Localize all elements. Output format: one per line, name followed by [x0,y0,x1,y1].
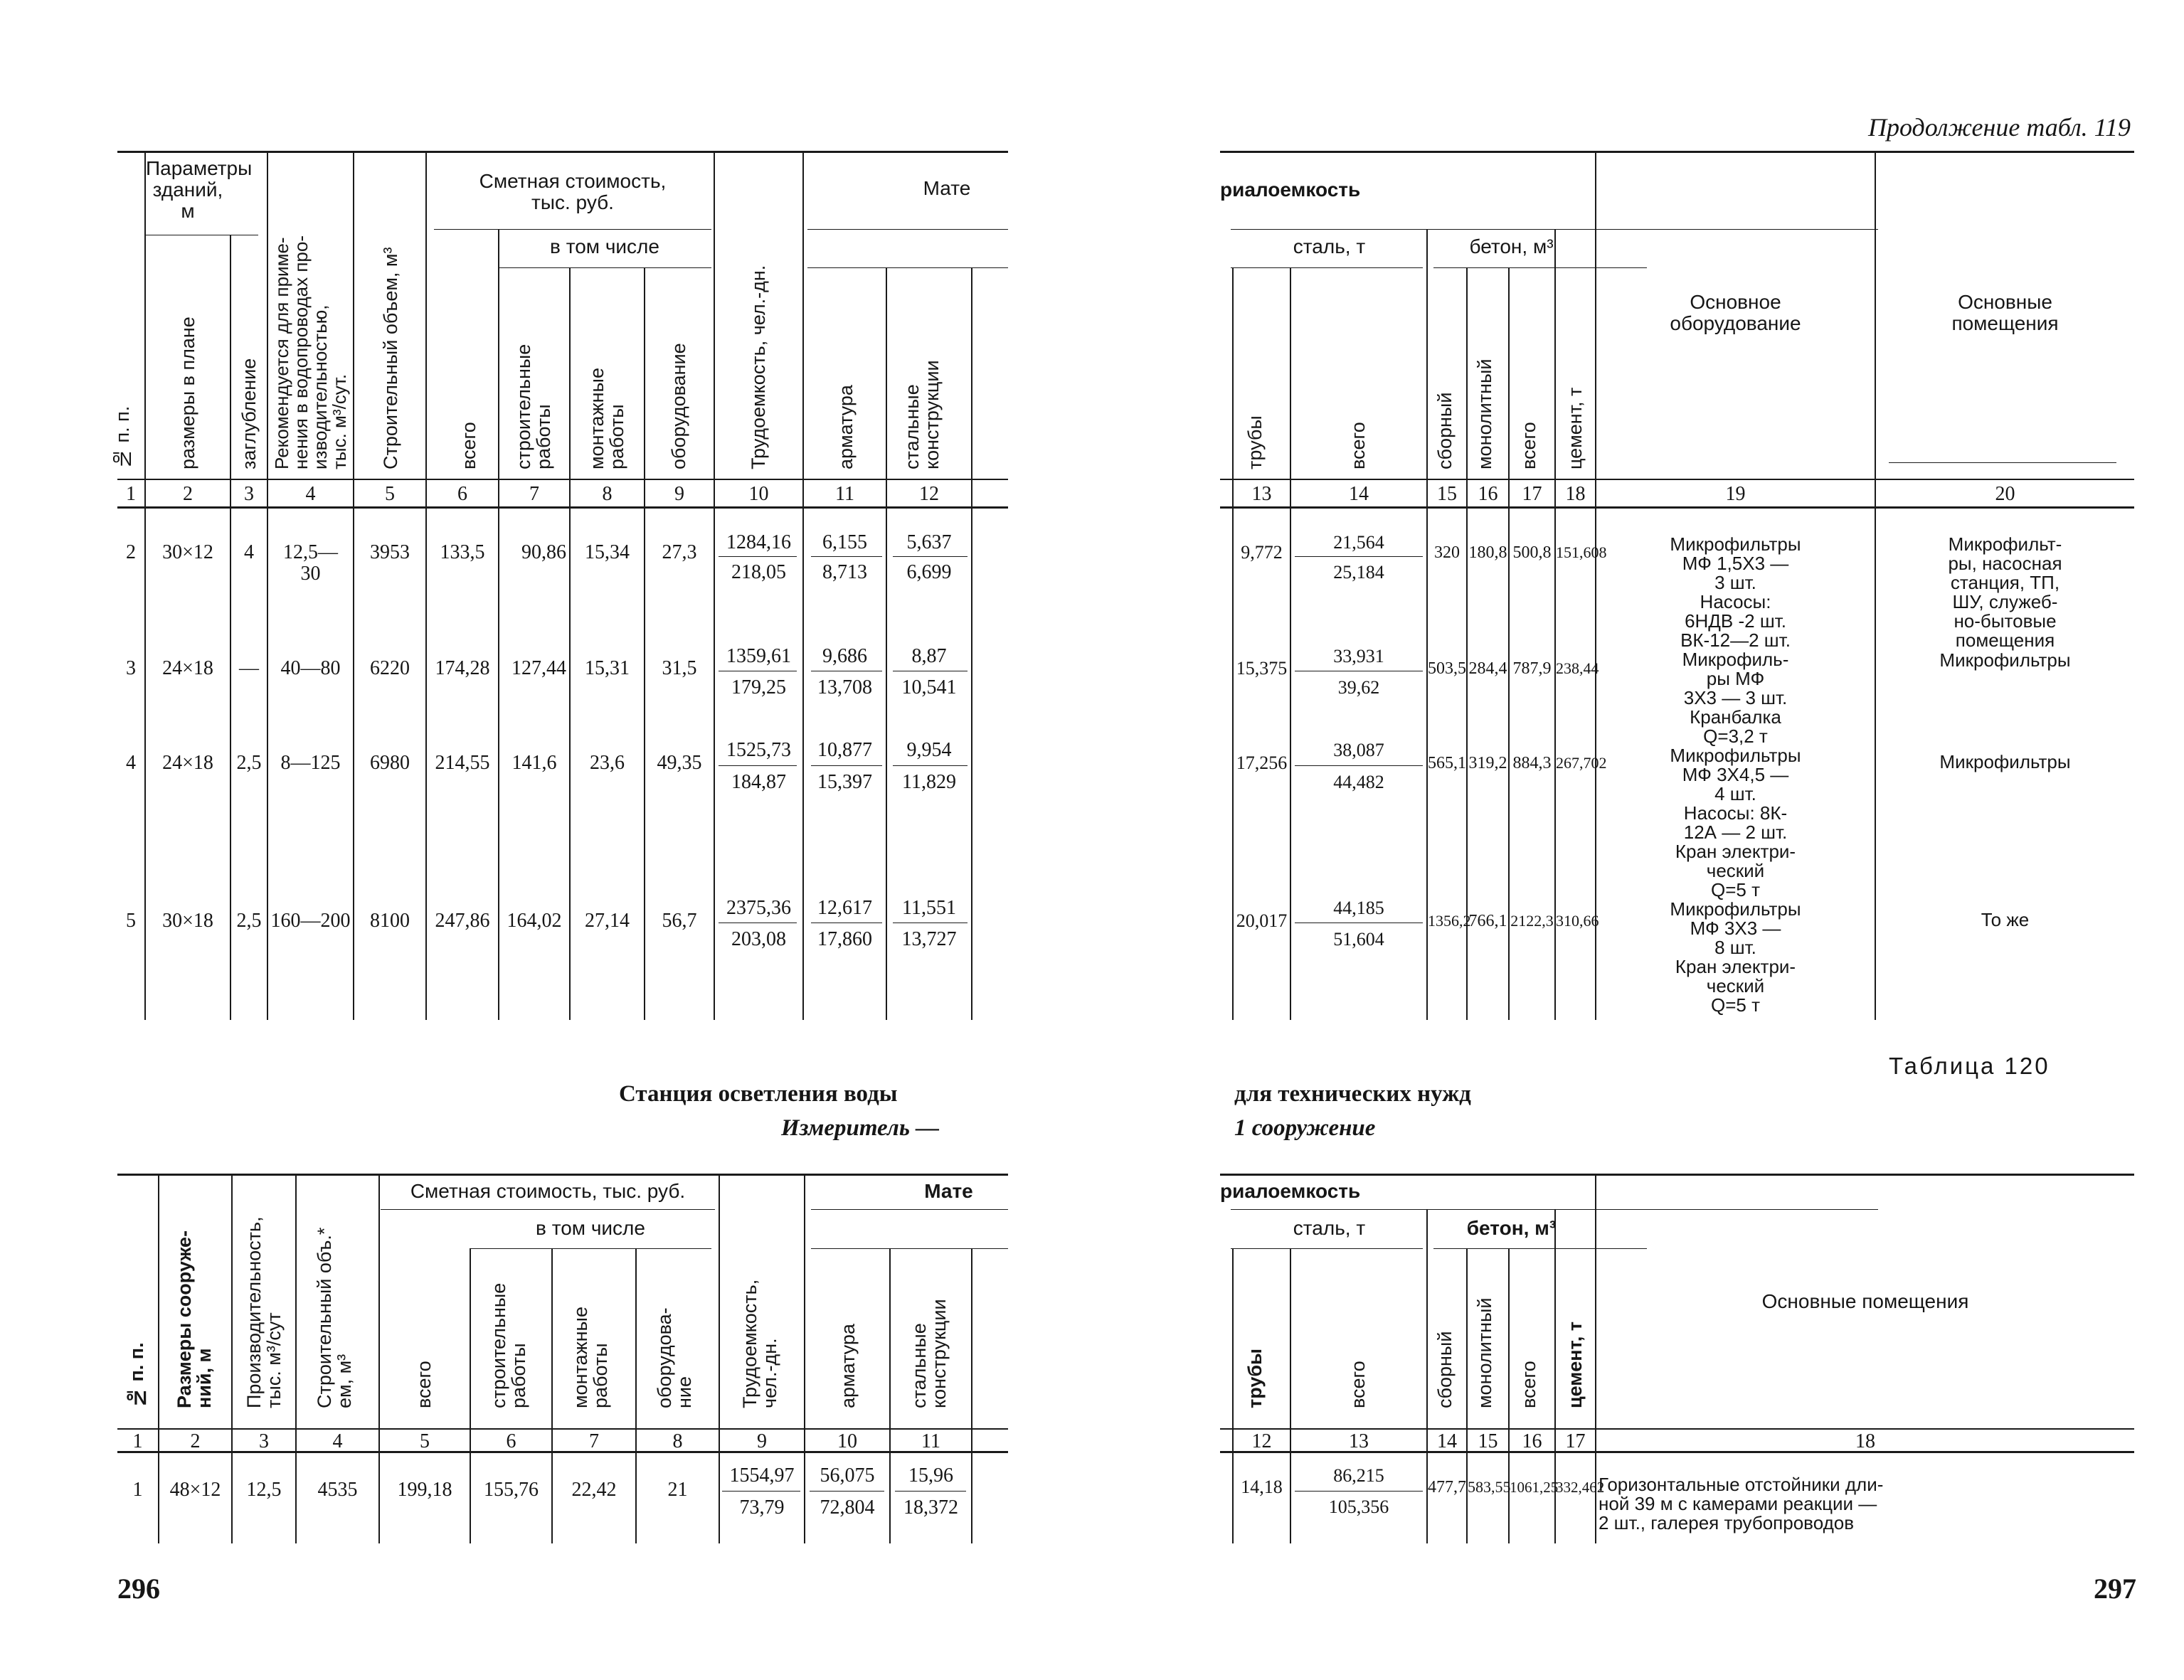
cell-plan: 24×18 [162,657,213,679]
col-number: 11 [921,1430,940,1452]
cell-total: 787,9 [1512,659,1552,678]
cell-labor-b: 73,79 [739,1496,785,1519]
cell-steel-b: 44,482 [1333,772,1384,792]
col-number: 18 [1565,483,1586,505]
col-number: 16 [1478,483,1498,505]
cell-depth: — [239,657,259,679]
col-number: 6 [457,483,467,505]
col-number: 16 [1522,1430,1542,1452]
vheader-steel: стальные конструкции [901,360,943,469]
rooms-row-5: То же [1981,909,2030,930]
cell-steel-a: 8,87 [911,645,947,667]
cell-monolith: 583,55 [1468,1478,1511,1496]
col-number: 8 [602,483,613,505]
vheader-num-2: № п. п. [126,1342,147,1408]
col-number: 7 [589,1430,599,1452]
cell-labor-a: 1359,61 [726,645,791,667]
vheader-assembly: монтажные работы [586,368,627,469]
header-material-right-2: риалоемкость [1220,1180,1361,1202]
header-steel-2: сталь, т [1293,1217,1366,1239]
vheader-total-steel-2: всего [1347,1361,1369,1408]
cell-total: 199,18 [397,1479,452,1501]
vheader-total-steel: всего [1347,422,1369,469]
cell-depth: 4 [244,541,254,563]
vheader-labor-2: Трудоемкость, чел.-дн. [739,1279,780,1408]
cell-steel-b: 13,727 [901,928,957,950]
cell-rebar-b: 17,860 [817,928,872,950]
col-number: 5 [385,483,395,505]
row-number: 5 [126,910,136,932]
cell-assembly: 27,14 [585,910,630,932]
cell-equipment: 21 [667,1479,688,1501]
cell-precast: 1356,2 [1428,912,1471,930]
col-number: 3 [244,483,254,505]
cell-cement: 151,608 [1556,543,1607,561]
cell-pipes: 20,017 [1236,910,1288,931]
vheader-pipes-2: трубы [1244,1348,1266,1408]
cell-labor-a: 1284,16 [726,531,791,553]
cell-steel-b: 25,184 [1333,562,1384,583]
vheader-rebar-2: арматура [837,1324,859,1408]
cell-recommended: 160—200 [270,910,351,932]
cell-steel-a: 21,564 [1333,532,1384,553]
cell-construction: 164,02 [507,910,562,932]
cell-labor-a: 1525,73 [726,739,791,761]
cell-rebar-b: 8,713 [822,561,867,583]
col-number: 19 [1725,483,1746,505]
cell-cement: 332,462 [1556,1479,1605,1496]
equipment-description: Микрофильтры МФ 1,5Х3 — 3 шт. Насосы: 6НДВ -2 шт. ВК-12—2 шт. Микрофиль- ры МФ 3Х3 — 3 шт. Кранбалка Q=3,2 т Микрофильтры МФ 3Х4,5 — 4 шт. Насосы: 8К- 12А — 2 шт. Кран электри- ческий Q=5 т Микрофильтры МФ 3Х3 — 8 шт. Кран электри- ческий Q=5 т [1670,533,1801,1016]
vheader-depth: заглубление [238,358,260,469]
col-number: 1 [126,483,136,505]
cell-steel-a: 15,96 [908,1464,953,1487]
cell-construction: 141,6 [511,752,557,774]
cell-labor-b: 179,25 [731,676,786,698]
cell-pipes: 14,18 [1241,1477,1283,1497]
rooms-row-2: Микрофильт- ры, насосная станция, ТП, ШУ, служеб- но-бытовые помещения [1948,533,2062,651]
cell-steel-a: 33,931 [1333,646,1384,666]
header-including-2: в том числе [536,1217,645,1239]
cell-assembly: 22,42 [571,1479,617,1501]
cell-depth: 2,5 [236,910,262,932]
cell-total: 2122,3 [1510,912,1554,930]
cell-cement: 238,44 [1556,659,1599,677]
cell-recommended: 12,5— 30 [283,541,338,585]
col-number: 13 [1251,483,1272,505]
cell-steel-a: 9,954 [906,739,952,761]
cell-steel-a: 38,087 [1333,740,1384,760]
continuation-note: Продолжение табл. 119 [1867,113,2131,142]
col-number: 17 [1522,483,1542,505]
cell-steel-a: 5,637 [906,531,952,553]
cell-equipment: 31,5 [662,657,697,679]
vheader-num: № п. п. [112,405,133,469]
col-number: 10 [748,483,769,505]
col-number: 17 [1565,1430,1586,1452]
section-measure: Измеритель — [781,1115,940,1141]
cell-recommended: 40—80 [280,657,341,679]
col-number: 3 [259,1430,269,1452]
col-number: 14 [1437,1430,1457,1452]
cell-labor-b: 184,87 [731,771,786,793]
vheader-assembly-2: монтажные работы [570,1307,611,1408]
vheader-equipment-2: оборудова- ние [654,1307,695,1408]
cell-pipes: 9,772 [1241,542,1283,563]
cell-rebar-b: 15,397 [817,771,872,793]
cell-monolith: 319,2 [1468,754,1507,772]
col-number: 1 [132,1430,143,1452]
cell-steel-a: 86,215 [1333,1465,1384,1486]
col-number: 7 [529,483,539,505]
section-title: Станция осветления воды [619,1081,898,1107]
vheader-cement: цемент, т [1564,387,1586,469]
header-parameters: Параметры зданий, м [146,157,253,222]
col-number: 8 [672,1430,683,1452]
vheader-plan: размеры в плане [177,317,198,469]
cell-total: 247,86 [435,910,490,932]
page-number: 297 [2094,1573,2136,1605]
vheader-monolith: монолитный [1474,358,1495,469]
cell-rebar-b: 13,708 [817,676,872,698]
header-concrete-2: бетон, м³ [1466,1217,1557,1239]
cell-capacity: 12,5 [246,1479,282,1501]
cell-total: 174,28 [435,657,490,679]
cell-equipment: 49,35 [657,752,702,774]
vheader-recommended: Рекомендуется для приме- нения в водопроводах про- изводительностью, тыс. м³/сут. [271,235,350,469]
cell-labor-b: 218,05 [731,561,786,583]
cell-plan: 24×18 [162,752,213,774]
row-number: 4 [126,752,136,774]
col-number: 9 [674,483,684,505]
cell-pipes: 15,375 [1236,658,1288,679]
cell-steel-b: 105,356 [1328,1496,1389,1517]
cell-volume: 3953 [370,541,410,563]
vheader-construction: строительные работы [513,344,554,469]
cell-total: 133,5 [440,541,485,563]
section-measure-right: 1 сооружение [1234,1115,1376,1141]
cell-steel-b: 6,699 [906,561,952,583]
cell-cement: 267,702 [1556,754,1607,772]
cell-steel-b: 51,604 [1333,929,1384,950]
header-main-equipment: Основное оборудование [1670,291,1801,334]
col-number: 15 [1478,1430,1498,1452]
cell-rebar-a: 6,155 [822,531,867,553]
cell-assembly: 15,34 [585,541,630,563]
col-number: 14 [1349,483,1369,505]
cell-plan: 30×18 [162,910,213,932]
col-number: 18 [1855,1430,1875,1452]
cell-assembly: 23,6 [590,752,625,774]
cell-rebar-a: 12,617 [817,897,872,919]
vheader-monolith-2: монолитный [1474,1297,1495,1408]
vheader-cement-2: цемент, т [1564,1322,1586,1408]
header-material-2: Мате [924,1180,973,1202]
cell-pipes: 17,256 [1236,753,1288,773]
vheader-steel-2: стальные конструкции [908,1299,950,1408]
cell-rebar-a: 56,075 [820,1464,875,1487]
col-number: 20 [1995,483,2015,505]
vheader-size: Размеры сооруже- ний, м [174,1230,215,1408]
cell-monolith: 180,8 [1468,543,1507,562]
row-number: 2 [126,541,136,563]
cell-volume: 4535 [317,1479,358,1501]
cell-plan: 30×12 [162,541,213,563]
vheader-equipment: оборудование [668,343,689,469]
header-estimate-2: Сметная стоимость, тыс. руб. [410,1180,686,1202]
cell-steel-a: 44,185 [1333,898,1384,918]
cell-steel-b: 10,541 [901,676,957,698]
cell-monolith: 766,1 [1468,912,1507,930]
page-number: 296 [117,1573,160,1605]
col-number: 2 [183,483,193,505]
cell-rebar-b: 72,804 [820,1496,875,1519]
col-number: 9 [757,1430,767,1452]
cell-recommended: 8—125 [280,752,341,774]
cell-equipment: 56,7 [662,910,697,932]
cell-assembly: 15,31 [585,657,630,679]
col-number: 6 [506,1430,516,1452]
vheader-pipes: трубы [1244,415,1266,469]
cell-rebar-a: 10,877 [817,739,872,761]
cell-steel-a: 11,551 [902,897,956,919]
col-number: 12 [919,483,939,505]
cell-steel-b: 39,62 [1337,677,1380,698]
col-number: 10 [837,1430,857,1452]
header-including: в том числе [550,235,659,257]
section-title-right: для технических нужд [1234,1081,1471,1107]
cell-total: 500,8 [1512,543,1552,562]
header-estimate: Сметная стоимость, тыс. руб. [479,170,667,213]
cell-precast: 320 [1434,543,1460,562]
cell-volume: 8100 [370,910,410,932]
vheader-precast: сборный [1434,392,1456,469]
vheader-rebar: арматура [835,385,857,469]
cell-monolith: 284,4 [1468,659,1507,678]
row-number: 3 [126,657,136,679]
vheader-total-concrete-2: всего [1518,1361,1539,1408]
col-number: 4 [305,483,316,505]
cell-depth: 2,5 [236,752,262,774]
col-number: 15 [1437,483,1457,505]
cell-construction: 155,76 [484,1479,539,1501]
vheader-capacity: Производительность, тыс. м³/сут [243,1216,285,1408]
col-number: 5 [420,1430,430,1452]
col-number: 11 [835,483,854,505]
col-number: 2 [190,1430,201,1452]
vheader-total: всего [458,422,479,469]
cell-steel-b: 11,829 [902,771,956,793]
rooms-row-3: Микрофильтры [1939,649,2071,671]
cell-volume: 6980 [370,752,410,774]
cell-rebar-a: 9,686 [822,645,867,667]
right-page [1092,0,2184,1680]
cell-total: 214,55 [435,752,490,774]
header-material: Мате [923,177,971,199]
header-main-rooms: Основные помещения [1951,291,2059,334]
col-number: 13 [1349,1430,1369,1452]
cell-labor-a: 2375,36 [726,897,791,919]
vheader-precast-2: сборный [1434,1331,1456,1408]
row-number: 1 [132,1479,143,1501]
cell-total: 884,3 [1512,754,1552,772]
cell-construction: 127,44 [511,657,566,679]
cell-total: 1061,25 [1510,1479,1559,1496]
cell-steel-b: 18,372 [903,1496,958,1519]
cell-precast: 565,1 [1428,754,1466,772]
header-concrete: бетон, м³ [1469,235,1554,257]
header-main-rooms-2: Основные помещения [1761,1290,1969,1312]
cell-construction: 90,86 [521,541,566,563]
vheader-total-concrete: всего [1518,422,1539,469]
cell-rooms: Горизонтальные отстойники дли- ной 39 м с камерами реакции — 2 шт., галерея трубопроводов [1599,1474,1884,1533]
cell-precast: 477,7 [1428,1478,1466,1496]
vheader-total-2: всего [413,1361,435,1408]
cell-volume: 6220 [370,657,410,679]
vheader-volume: Строительный объем, м³ [380,247,401,469]
vheader-construction-2: строительные работы [488,1282,529,1408]
vheader-labor: Трудоемкость, чел.-дн. [748,265,769,469]
cell-size: 48×12 [169,1479,221,1501]
cell-cement: 310,66 [1556,912,1599,930]
col-number: 4 [332,1430,343,1452]
cell-equipment: 27,3 [662,541,697,563]
rooms-row-4: Микрофильтры [1939,751,2071,772]
table-label: Таблица 120 [1889,1053,2050,1079]
vheader-volume-2: Строительный объ.* ем, м³ [314,1227,355,1408]
cell-labor-b: 203,08 [731,928,786,950]
cell-labor-a: 1554,97 [729,1464,795,1487]
cell-precast: 503,5 [1428,659,1466,678]
col-number: 12 [1251,1430,1272,1452]
header-material-right: риалоемкость [1220,179,1361,201]
header-steel: сталь, т [1293,235,1366,257]
